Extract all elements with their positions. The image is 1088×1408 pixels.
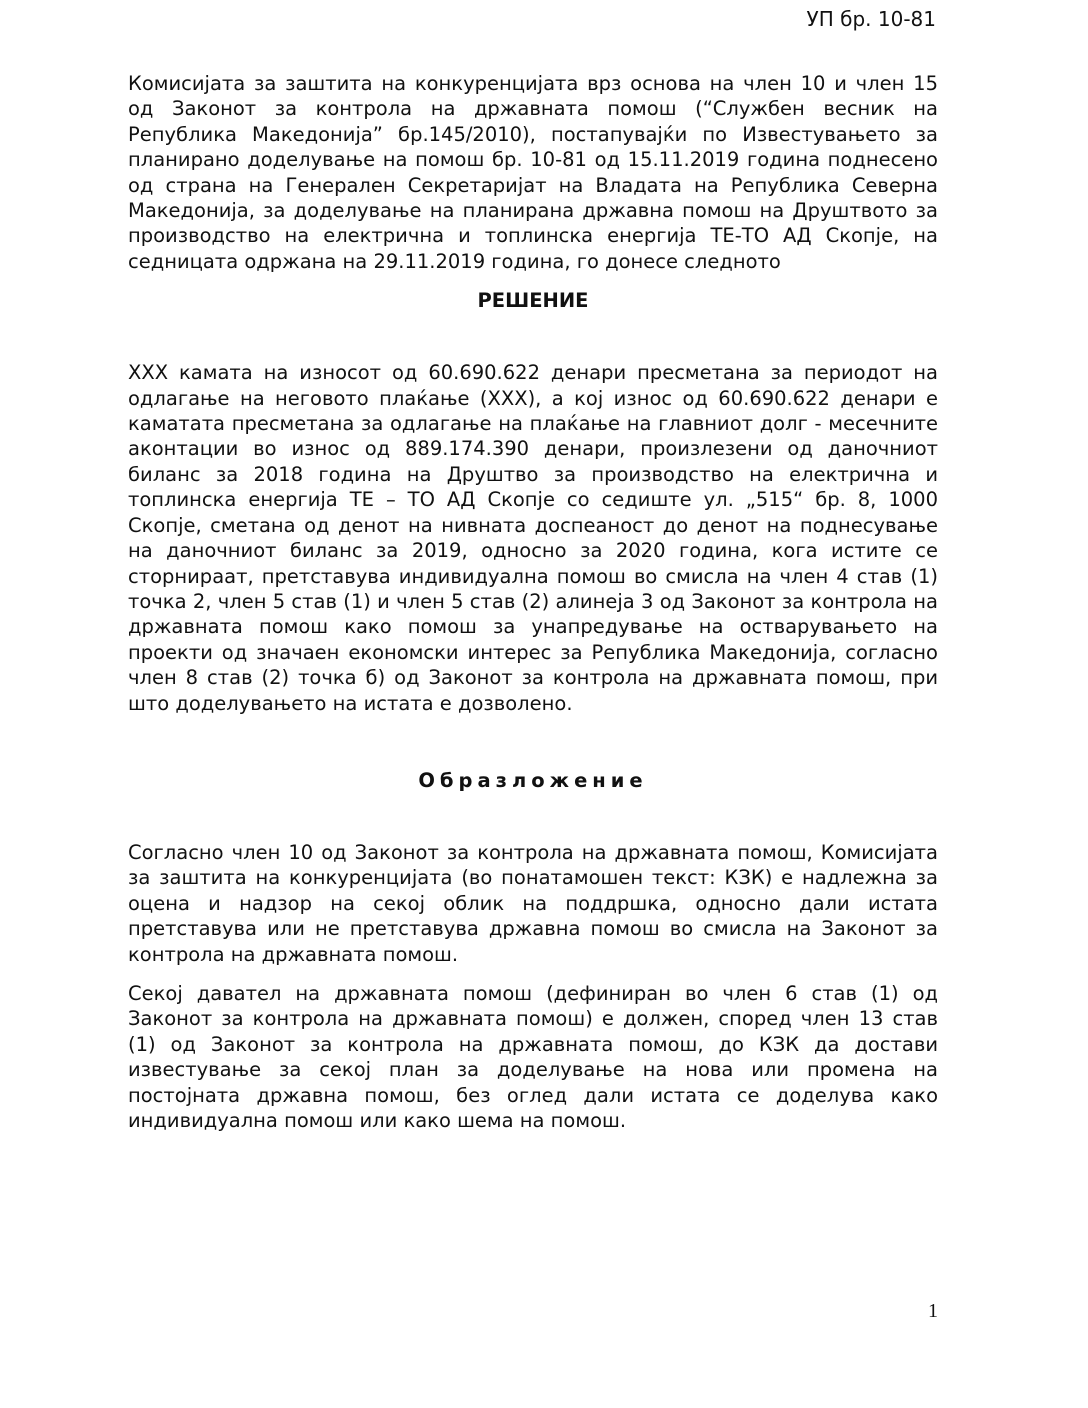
case-reference-number: УП бр. 10-81 [806, 7, 936, 31]
reasoning-paragraph-2: Секој давател на државната помош (дефиниран во член 6 став (1) од Законот за контрола на државната помош) е должен, според член 13 став (1) од Законот за контрола на државната помош, до КЗК да достави известување за секој план за доделување на нова или промена на постојната државна помош, без оглед дали истата се доделува како индивидуална помош или како шема на помош. [128, 981, 938, 1132]
intro-paragraph: Комисијата за заштита на конкуренцијата врз основа на член 10 и член 15 од Законот за контрола на државната помош (“Службен весник на Република Македонија” бр.145/2010), постапувајќи по Известувањето за планирано доделување на помош бр. 10-81 од 15.11.2019 година поднесено од страна на Генерален Секретаријат на Владата на Република Северна Македонија, за доделување на планирана државна помош на Друштвото за производство на електрична и топлинска енергија ТЕ-ТО АД Скопје, на седницата одржана на 29.11.2019 година, го донесе следното [128, 72, 938, 273]
decision-paragraph: XXX камата на износот од 60.690.622 денари пресметана за периодот на одлагање на неговото плаќање (XXX), а кој износ од 60.690.622 денари е каматата пресметана за одлагање на плаќање на главниот долг - месечните аконтации во износ од 889.174.390 денари, произлезени од даночниот биланс за 2018 година на Друштво за производство на електрична и топлинска енергија ТЕ – ТО АД Скопје со седиште ул. „515“ бр. 8, 1000 Скопје, сметана од денот на нивната доспеаност до денот на поднесување на даночниот биланс за 2019, односно за 2020 година, кога истите се сторнираат, претставува индивидуална помош во смисла на член 4 став (1) точка 2, член 5 став (1) и член 5 став (2) алинеја 3 од Законот за контрола на државната помош како помош за унапредување на остварувањето на проекти од значаен економски интерес за Република Македонија, согласно член 8 став (2) точка б) од Законот за контрола на државната помош, при што доделувањето на истата е дозволено. [128, 361, 938, 715]
reasoning-heading: Образложение [418, 768, 648, 792]
decision-heading: РЕШЕНИЕ [477, 289, 589, 313]
document-body [128, 71, 938, 1133]
page-number: 1 [928, 1300, 938, 1322]
reasoning-paragraph-1: Согласно член 10 од Законот за контрола на државната помош, Комисијата за заштита на конкуренцијата (во понатамошен текст: КЗК) е надлежна за оцена и надзор на секој облик на поддршка, односно дали истата претставува или не претставува државна помош во смисла на Законот за контрола на државната помош. [128, 840, 938, 966]
